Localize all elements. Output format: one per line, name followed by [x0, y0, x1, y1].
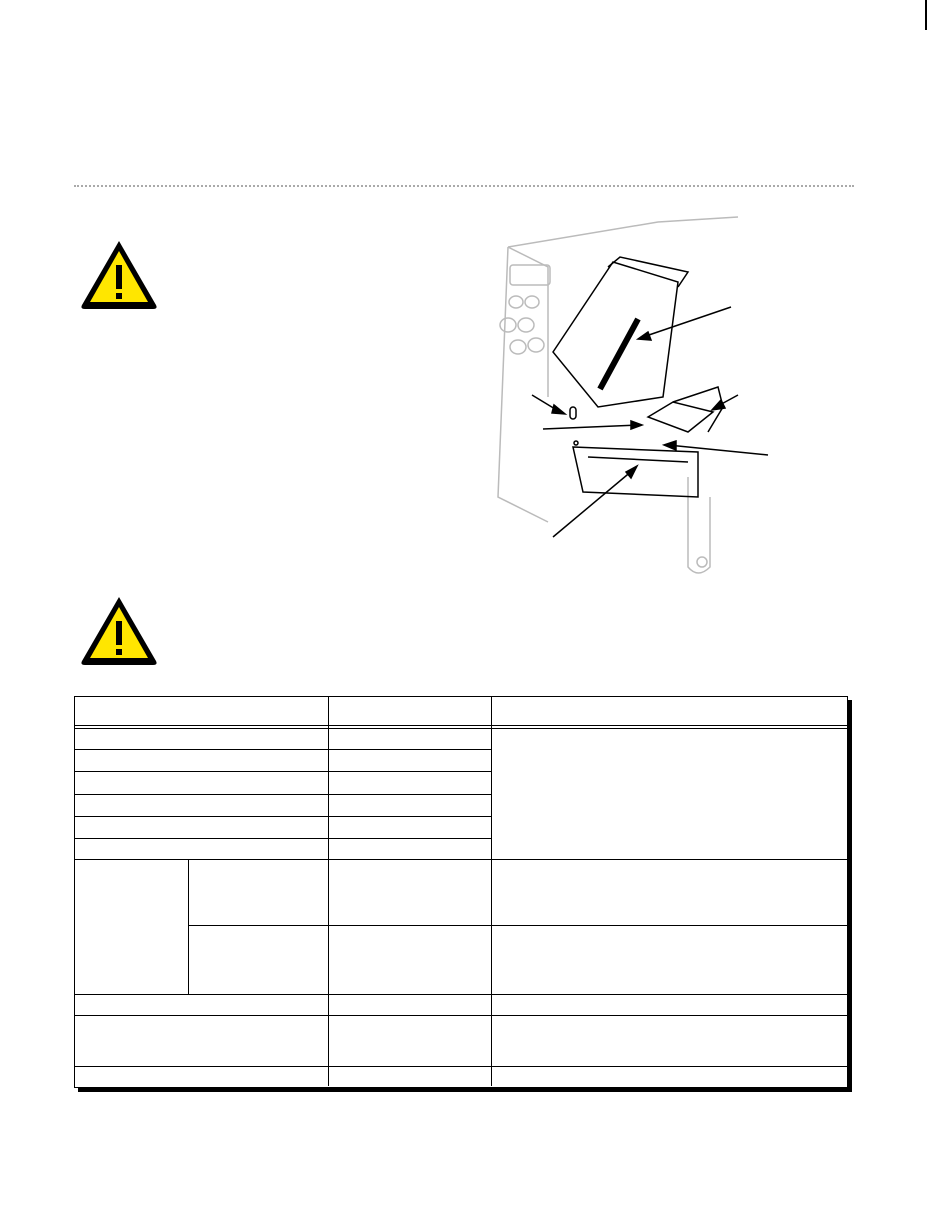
table-row-rule — [74, 1066, 848, 1067]
table-col-rule — [491, 696, 492, 1086]
table-row-rule — [188, 925, 848, 926]
table-row-rule — [74, 859, 848, 860]
printer-illustration — [488, 207, 778, 582]
data-table — [74, 696, 848, 1088]
warning-triangle-icon — [78, 593, 160, 667]
table-row-rule — [74, 749, 492, 750]
table-row-rule — [74, 771, 492, 772]
table-row-rule — [74, 794, 492, 795]
warning-triangle-icon — [78, 237, 160, 311]
table-col-rule — [328, 696, 329, 1086]
table-row-rule — [74, 816, 492, 817]
table-header-rule — [74, 725, 848, 726]
table-col-rule — [188, 859, 189, 994]
table-row-rule — [74, 1015, 848, 1016]
table-row-rule — [74, 838, 492, 839]
table-header-rule — [74, 728, 848, 729]
table-row-rule — [74, 994, 848, 995]
section-divider — [74, 185, 854, 187]
page-top-rule — [0, 0, 927, 30]
